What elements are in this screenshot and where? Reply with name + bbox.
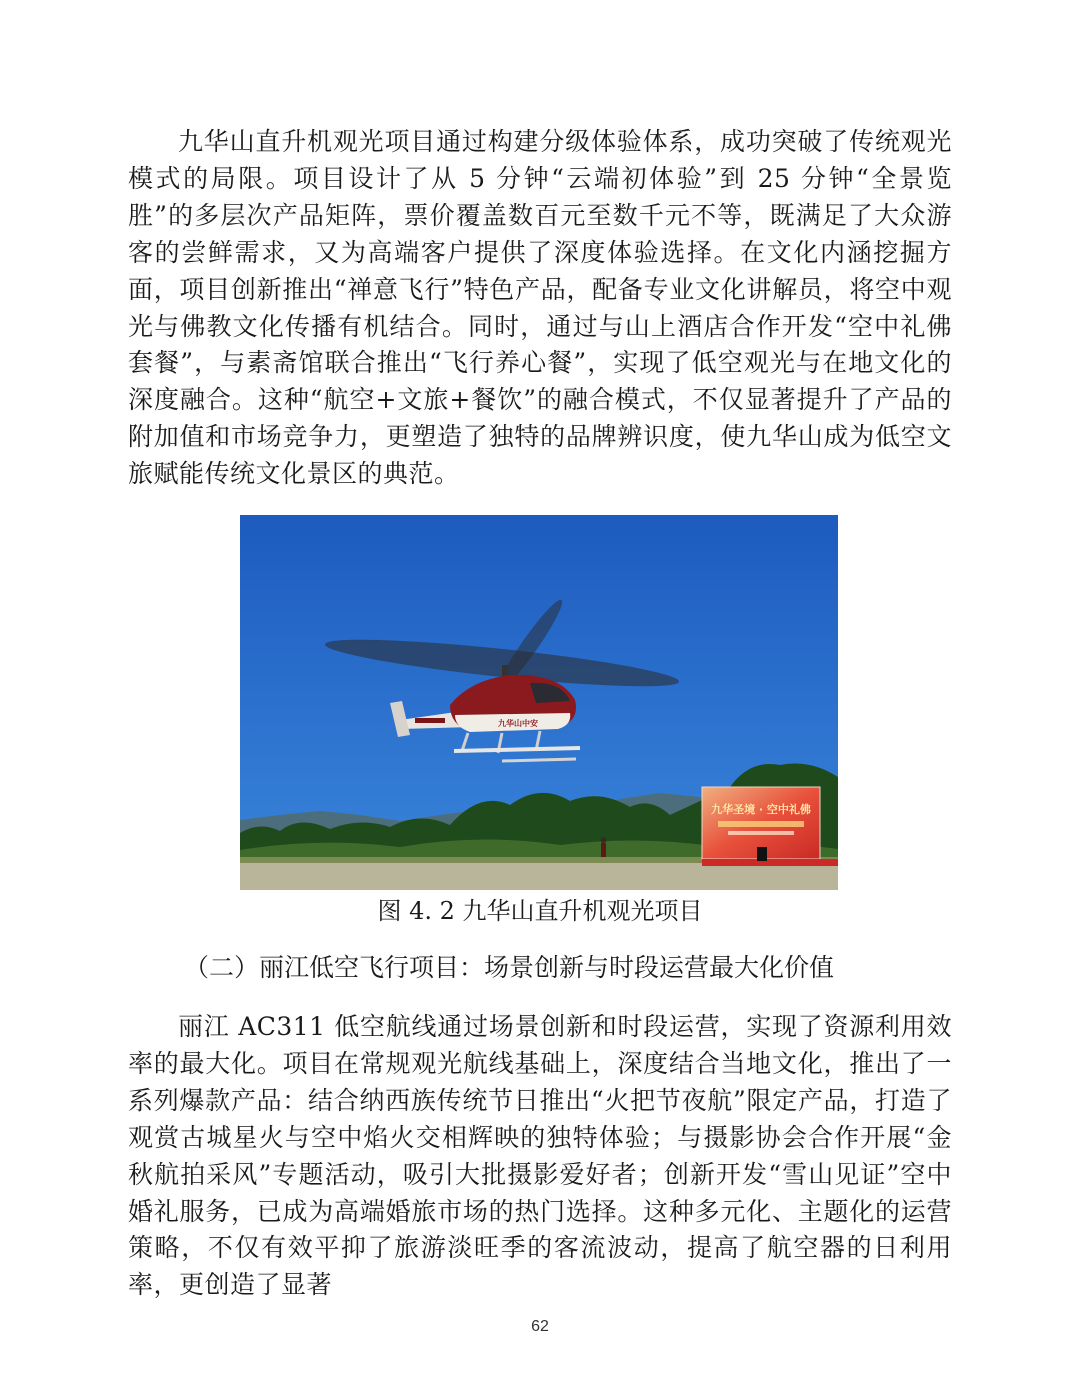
- section-heading: （二）丽江低空飞行项目：场景创新与时段运营最大化价值: [184, 953, 835, 982]
- paragraph-lijiang: 丽江 AC311 低空航线通过场景创新和时段运营，实现了资源利用效率的最大化。项目在常规观光航线基础上，深度结合当地文化，推出了一系列爆款产品：结合纳西族传统节日推出“火把节夜航”限定产品，打造了观赏古城星火与空中焰火交相辉映的独特体验；与摄影协会合作开展“金秋航拍采风”专题活动，吸引大批摄影爱好者；创新开发“雪山见证”空中婚礼服务，已成为高端婚旅市场的热门选择。这种多元化、主题化的运营策略，不仅有效平抑了旅游淡旺季的客流波动，提高了航空器的日利用率，更创造了显著: [128, 1012, 952, 1300]
- person-figure: [601, 837, 607, 857]
- figure-helicopter-photo: [240, 515, 838, 890]
- figure-caption: 图 4. 2 九华山直升机观光项目: [377, 897, 703, 925]
- paragraph-jiuhuashan: 九华山直升机观光项目通过构建分级体验体系，成功突破了传统观光模式的局限。项目设计了从 5 分钟“云端初体验”到 25 分钟“全景览胜”的多层次产品矩阵，票价覆盖数百元至数千元不等，既满足了大众游客的尝鲜需求，又为高端客户提供了深度体验选择。在文化内涵挖掘方面，项目创新推出“禅意飞行”特色产品，配备专业文化讲解员，将空中观光与佛教文化传播有机结合。同时，通过与山上酒店合作开发“空中礼佛套餐”，与素斋馆联合推出“飞行养心餐”，实现了低空观光与在地文化的深度融合。这种“航空+文旅+餐饮”的融合模式，不仅显著提升了产品的附加值和市场竞争力，更塑造了独特的品牌辨识度，使九华山成为低空文旅赋能传统文化景区的典范。: [128, 127, 952, 489]
- helicopter-lettering: 九华山中安: [498, 719, 538, 728]
- event-banner: [702, 787, 838, 866]
- banner-title: 九华圣境 · 空中礼佛: [711, 803, 811, 816]
- page-number: 62: [531, 1318, 549, 1335]
